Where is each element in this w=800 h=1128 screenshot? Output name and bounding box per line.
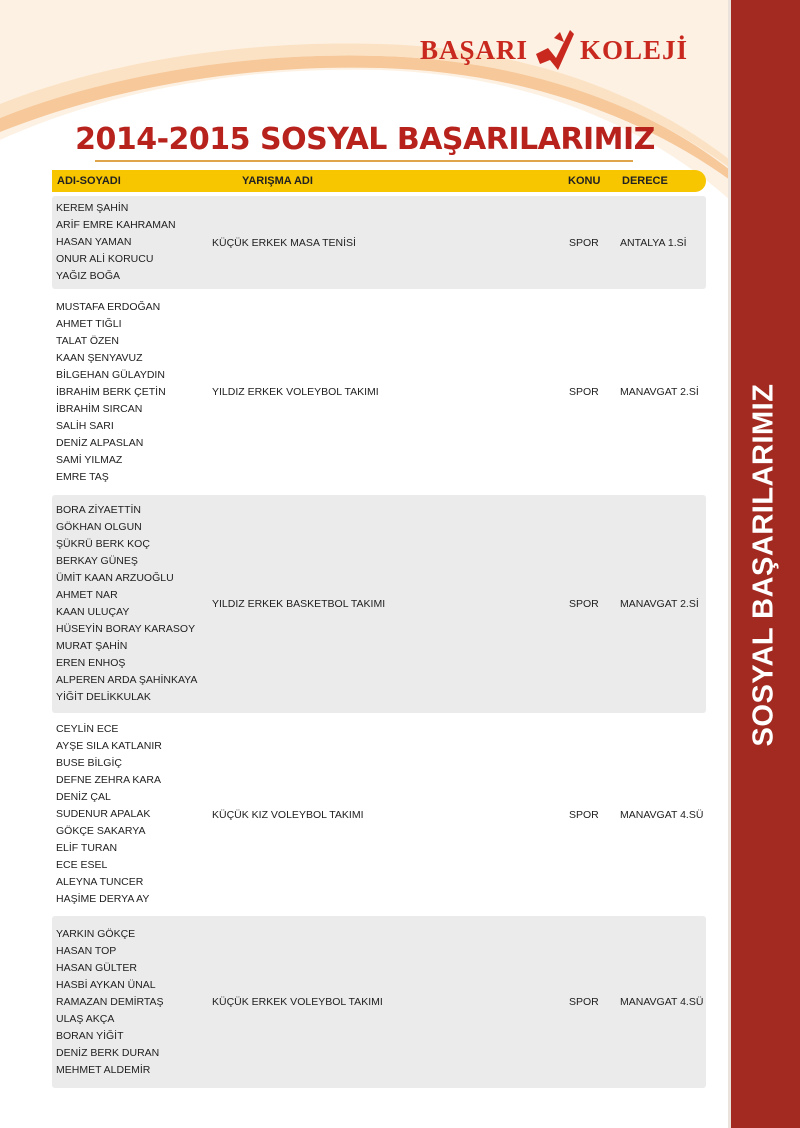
participant-name: İBRAHİM BERK ÇETİN [56,385,166,398]
participant-name: YARKIN GÖKÇE [56,927,136,940]
participant-name: ONUR ALİ KORUCU [56,253,154,265]
participant-names [56,200,176,285]
participant-name: CEYLİN ECE [56,723,119,735]
title-underline [95,160,633,162]
participant-name: MEHMET ALDEMİR [56,1063,151,1076]
competition-name: KÜÇÜK ERKEK MASA TENİSİ [212,236,356,249]
participant-name: ŞÜKRÜ BERK KOÇ [56,538,150,550]
participant-names [56,502,197,706]
participant-name: ALPEREN ARDA ŞAHİNKAYA [56,674,198,686]
page-title: 2014-2015 SOSYAL BAŞARILARIMIZ [75,122,655,157]
participant-name: HAŞİME DERYA AY [56,893,150,905]
logo-text-koleji: KOLEJİ [580,34,689,65]
participant-names [56,299,166,486]
participant-name: DEFNE ZEHRA KARA [56,774,162,786]
participant-names [56,926,164,1079]
rank-value: MANAVGAT 2.Sİ [620,386,699,398]
participant-name: KAAN ULUÇAY [56,606,130,618]
competition-name: KÜÇÜK KIZ VOLEYBOL TAKIMI [212,808,364,821]
participant-name: RAMAZAN DEMİRTAŞ [56,995,164,1008]
participant-name: ECE ESEL [56,859,108,871]
logo-emblem-icon [530,24,578,76]
participant-name: AHMET NAR [56,589,118,601]
participant-name: HASAN TOP [56,944,117,957]
competition-name: YILDIZ ERKEK BASKETBOL TAKIMI [212,598,386,610]
participant-name: DENİZ ÇAL [56,791,111,803]
logo-text-basari: BAŞARI [420,34,529,65]
table-row [52,916,706,1088]
table-row [52,196,706,289]
participant-name: GÖKÇE SAKARYA [56,825,146,837]
rank-value: ANTALYA 1.Sİ [620,236,687,249]
table-row [52,495,706,713]
participant-name: EREN ENHOŞ [56,657,126,669]
participant-name: EMRE TAŞ [56,470,109,483]
participant-name: SAMİ YILMAZ [56,453,123,466]
subject-value: SPOR [569,996,599,1008]
participant-name: İBRAHİM SIRCAN [56,402,143,415]
participant-name: KEREM ŞAHİN [56,202,129,214]
participant-names [56,721,162,908]
table-row [52,292,706,492]
participant-name: ELİF TURAN [56,842,118,854]
participant-name: BERKAY GÜNEŞ [56,555,138,567]
participant-name: ÜMİT KAAN ARZUOĞLU [56,572,174,584]
participant-name: MURAT ŞAHİN [56,640,128,652]
table-header [52,170,706,192]
header-rank: DERECE [622,175,668,187]
rank-value: MANAVGAT 2.Sİ [620,598,699,610]
header-name: ADI-SOYADI [57,175,121,187]
competition-name: YILDIZ ERKEK VOLEYBOL TAKIMI [212,386,379,398]
participant-name: ARİF EMRE KAHRAMAN [56,219,176,231]
participant-name: BORA ZİYAETTİN [56,504,141,516]
header-subject: KONU [568,175,601,187]
subject-value: SPOR [569,236,599,249]
participant-name: BORAN YİĞİT [56,1029,124,1042]
participant-name: HÜSEYİN BORAY KARASOY [56,623,196,635]
participant-name: HASAN YAMAN [56,236,132,248]
rank-value: MANAVGAT 4.SÜ [620,808,704,821]
header-competition: YARIŞMA ADI [242,175,313,187]
participant-name: BİLGEHAN GÜLAYDIN [56,368,165,381]
participant-name: YAĞIZ BOĞA [56,270,120,282]
participant-name: ALEYNA TUNCER [56,876,144,888]
participant-name: SALİH SARI [56,419,114,432]
participant-name: SUDENUR APALAK [56,808,151,820]
participant-name: AYŞE SILA KATLANIR [56,740,162,752]
participant-name: HASBİ AYKAN ÜNAL [56,978,156,991]
participant-name: ULAŞ AKÇA [56,1012,115,1025]
participant-name: GÖKHAN OLGUN [56,521,142,533]
participant-name: AHMET TIĞLI [56,317,122,330]
sidebar-title: SOSYAL BAŞARILARIMIZ [747,383,780,747]
participant-name: DENİZ ALPASLAN [56,436,144,449]
participant-name: TALAT ÖZEN [56,334,120,347]
participant-name: DENİZ BERK DURAN [56,1046,160,1059]
subject-value: SPOR [569,808,599,821]
participant-name: KAAN ŞENYAVUZ [56,351,143,364]
subject-value: SPOR [569,386,599,398]
participant-name: BUSE BİLGİÇ [56,757,122,769]
rank-value: MANAVGAT 4.SÜ [620,996,704,1008]
participant-name: HASAN GÜLTER [56,961,137,974]
participant-name: YİĞİT DELİKKULAK [56,691,151,703]
competition-name: KÜÇÜK ERKEK VOLEYBOL TAKIMI [212,996,383,1008]
school-logo [420,24,688,76]
table-row [52,716,706,913]
subject-value: SPOR [569,598,599,610]
participant-name: MUSTAFA ERDOĞAN [56,300,161,313]
